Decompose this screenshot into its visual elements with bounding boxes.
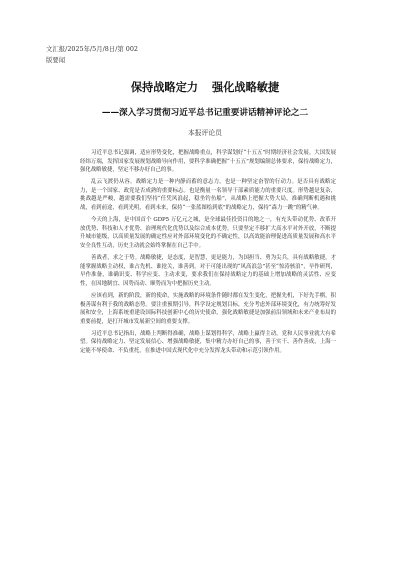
paragraph: 习近平总书记强调，适应形势变化，把握战略重点，科学谋划好“十五五”时期经济社会发展。大国发展经纬万端，发挥国家发展规划战略导向作用，要科学准确把握“十五五”规划编制总体要求，保持战略定力，强化战略敏捷，坚定不移办好自己的事。 xyxy=(80,150,336,174)
publication-meta xyxy=(46,44,138,66)
article-body xyxy=(80,149,336,359)
title-part-2: 强化战略敏捷 xyxy=(212,81,280,94)
article-title xyxy=(0,80,410,96)
paragraph: 善战者，求之于势。战略敏捷，是态度，是智慧，更是能力，为国担当、勇为尖兵，具有战略敏捷，才能掌握战略主动权，谁占先机、谁抢关，谁善到。对于可能出现的“风高浪急”甚至“惊涛骇浪”，早作研判，早作准备，谁确识变、科学应变、主动求变，要求我们在保持战略定力的基础上增加战略的灵活性、应变性，在因地制宜、因势而动、顺势而为中把握历史主动。 xyxy=(80,255,336,287)
paragraph: 应该看到，新的阶段，新的使命，实施战略的环境条件随时都在发生变化，把握先机，下好先手棋，积极善谋有利于我的战略态势。要注重预期引导，科学设定规划目标，充分考虑外部环境变化，有力统筹好发展和安全，上海系统重建设国际科技创新中心的历史使命，强化战略敏捷是加强前沿领域和未来产业布局的重要前提，是打开城市发展新空间的重要支撑。 xyxy=(80,292,336,325)
title-part-1: 保持战略定力 xyxy=(130,81,198,94)
paragraph: 习近平总书记指出，战略上判断得准确，战略上谋划得科学，战略上赢得主动，党和人民事业就大有希望。保持战略定力、坚定发展信心、增强战略敏捷，集中精力办好自己的事，善于实干、善作善成，上海一定能不辱使命、不负重托，在推进中国式现代化中充分发挥龙头带动和示范引领作用。 xyxy=(80,330,336,354)
source-line: 文汇报/2025年/5月/8日/第 002 xyxy=(46,45,138,53)
paragraph: 乱云飞渡仍从容。战略定力是一种内静而蓄的意志力，也是一种坚定奋智的行动力。是否具有战略定力，是一个国家、政党是否成熟的重要标志。也是衡量一名领导干部素质能力的重要尺度。形势越是复杂，挑战越是严峻，越需要我们坚持“任凭风浪起，稳坐钓鱼船”，从战略上把握大势大局，准确判断机遇和挑战，看到前途，看到光明，看到未来，保持“一张蓝图绘到底”的战略定力，保持“森力一跳”的精气神。 xyxy=(80,179,336,212)
paragraph: 今天的上海，是中国首个 GDP5 万亿元之城，是全球最佳投资目的地之一，有充头带动优势、改革开放优势、科技和人才优势、治理现代化优势以及综合成本优势。只要坚定不移扩大高水平对外开放，不断提升城市能级，以高质量发展的确定性应对外部环境变化的不确定性，以高效能治理促进高质量发展和高水平安全良性互动，历史主动就会始终掌握在自己手中。 xyxy=(80,217,336,249)
section-label: 版要闻 xyxy=(46,56,66,64)
article-byline: 本报评论员 xyxy=(188,129,222,137)
article-subtitle: ——深入学习贯彻习近平总书记重要讲话精神评论之二 xyxy=(101,108,309,118)
